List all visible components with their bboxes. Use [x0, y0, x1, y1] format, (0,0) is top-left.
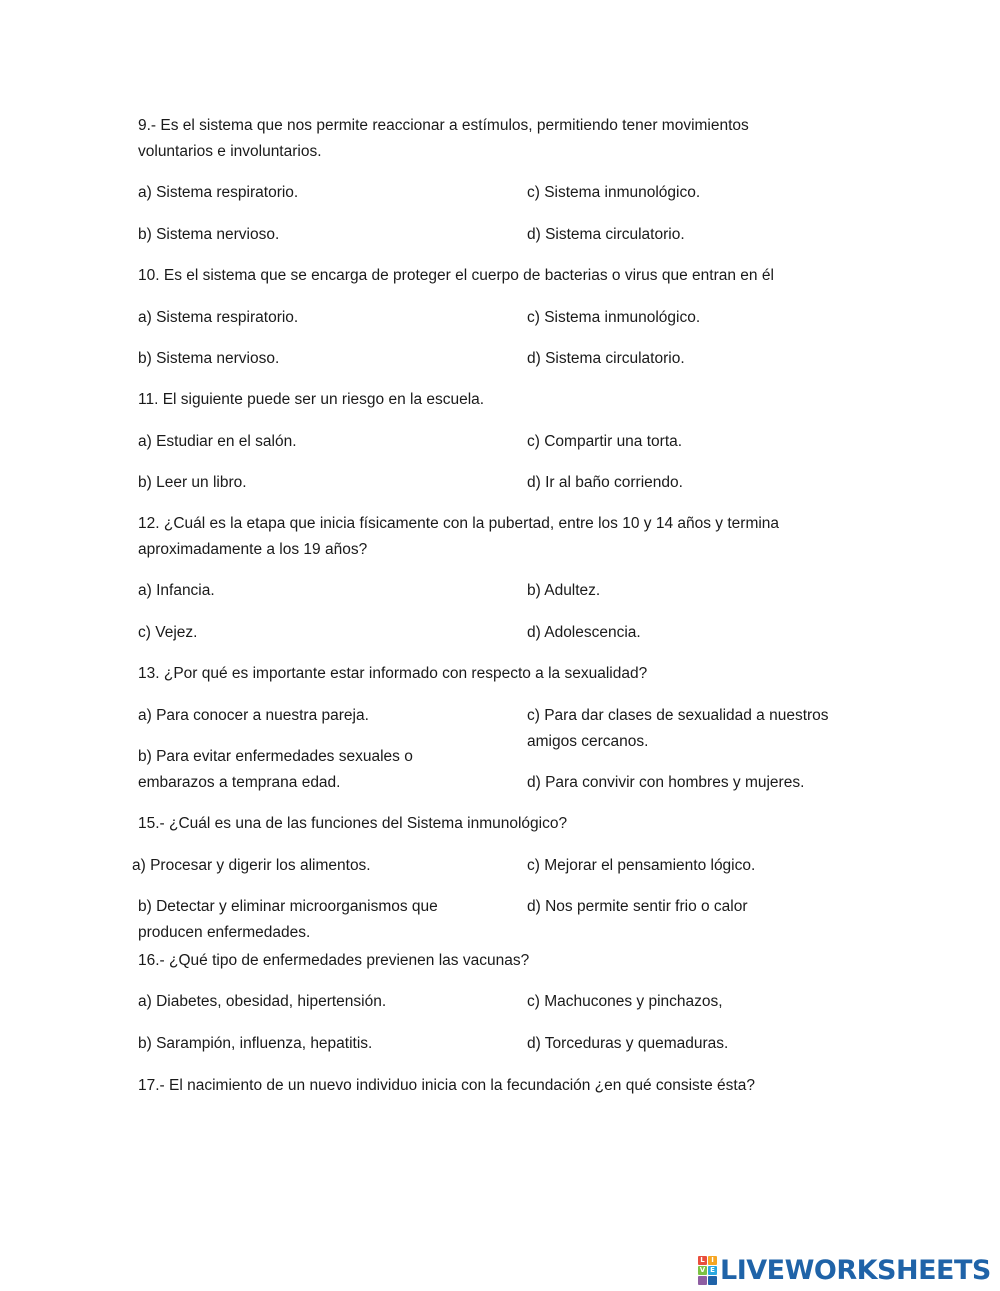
- question-12-option-a: a) Infancia.: [138, 582, 215, 599]
- question-12-text-line2: aproximadamente a los 19 años?: [138, 541, 368, 558]
- question-13-option-c-line2: amigos cercanos.: [527, 733, 649, 750]
- question-9-option-c: c) Sistema inmunológico.: [527, 184, 701, 201]
- question-12-text-line1: 12. ¿Cuál es la etapa que inicia físicamente con la pubertad, entre los 10 y 14 años y termina: [138, 515, 780, 532]
- question-16-option-c: c) Machucones y pinchazos,: [527, 993, 723, 1010]
- liveworksheets-logo: [698, 1255, 991, 1285]
- question-9-text-line1: 9.- Es el sistema que nos permite reaccionar a estímulos, permitiendo tener movimientos: [138, 117, 749, 134]
- question-11-option-d: d) Ir al baño corriendo.: [527, 474, 683, 491]
- question-16-option-b: b) Sarampión, influenza, hepatitis.: [138, 1035, 373, 1052]
- question-9-option-d: d) Sistema circulatorio.: [527, 226, 685, 243]
- question-17-text: 17.- El nacimiento de un nuevo individuo inicia con la fecundación ¿en qué consiste ésta?: [138, 1077, 755, 1094]
- question-11-option-c: c) Compartir una torta.: [527, 433, 683, 450]
- question-15-option-d: d) Nos permite sentir frio o calor: [527, 898, 748, 915]
- question-12-option-b: b) Adultez.: [527, 582, 601, 599]
- question-12-option-d: d) Adolescencia.: [527, 624, 641, 641]
- logo-mark-cell: L: [698, 1256, 707, 1265]
- logo-mark-icon: [698, 1256, 717, 1285]
- question-16-option-a: a) Diabetes, obesidad, hipertensión.: [138, 993, 387, 1010]
- question-9-text-line2: voluntarios e involuntarios.: [138, 143, 322, 160]
- logo-mark-cell: [698, 1276, 707, 1285]
- question-15-option-a: a) Procesar y digerir los alimentos.: [132, 857, 371, 874]
- logo-mark-cell: I: [708, 1256, 717, 1265]
- question-15-option-b-line1: b) Detectar y eliminar microorganismos que: [138, 898, 438, 915]
- question-9-option-a: a) Sistema respiratorio.: [138, 184, 299, 201]
- question-10-option-d: d) Sistema circulatorio.: [527, 350, 685, 367]
- question-10-option-c: c) Sistema inmunológico.: [527, 309, 701, 326]
- question-13-text: 13. ¿Por qué es importante estar informado con respecto a la sexualidad?: [138, 665, 648, 682]
- question-9-option-b: b) Sistema nervioso.: [138, 226, 280, 243]
- question-11-option-a: a) Estudiar en el salón.: [138, 433, 297, 450]
- question-11-option-b: b) Leer un libro.: [138, 474, 247, 491]
- logo-mark-cell: E: [708, 1266, 717, 1275]
- question-13-option-b-line2: embarazos a temprana edad.: [138, 774, 341, 791]
- question-10-option-b: b) Sistema nervioso.: [138, 350, 280, 367]
- question-12-option-c: c) Vejez.: [138, 624, 198, 641]
- logo-text: LIVEWORKSHEETS: [720, 1254, 991, 1286]
- question-11-text: 11. El siguiente puede ser un riesgo en la escuela.: [138, 391, 485, 408]
- question-13-option-b-line1: b) Para evitar enfermedades sexuales o: [138, 748, 413, 765]
- question-10-text: 10. Es el sistema que se encarga de proteger el cuerpo de bacterias o virus que entran en él: [138, 267, 774, 284]
- question-15-option-c: c) Mejorar el pensamiento lógico.: [527, 857, 756, 874]
- question-13-option-a: a) Para conocer a nuestra pareja.: [138, 707, 369, 724]
- question-16-option-d: d) Torceduras y quemaduras.: [527, 1035, 729, 1052]
- question-15-option-b-line2: producen enfermedades.: [138, 924, 311, 941]
- logo-mark-cell: [708, 1276, 717, 1285]
- question-13-option-d: d) Para convivir con hombres y mujeres.: [527, 774, 805, 791]
- question-13-option-c-line1: c) Para dar clases de sexualidad a nuestros: [527, 707, 829, 724]
- logo-mark-cell: V: [699, 1265, 706, 1274]
- question-10-option-a: a) Sistema respiratorio.: [138, 309, 299, 326]
- question-16-text: 16.- ¿Qué tipo de enfermedades previenen las vacunas?: [138, 952, 530, 969]
- question-15-text: 15.- ¿Cuál es una de las funciones del Sistema inmunológico?: [138, 815, 568, 832]
